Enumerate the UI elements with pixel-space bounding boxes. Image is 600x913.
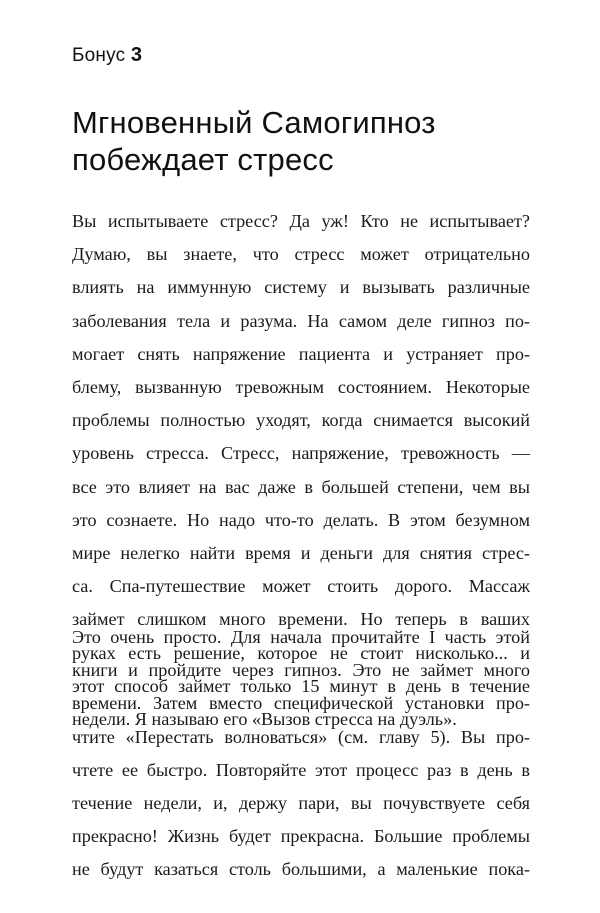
text-line: Вы испытываете стресс? Да уж! Кто не испытывает?	[72, 211, 530, 231]
paragraph-2	[72, 621, 530, 887]
text-line: чтите «Перестать волноваться» (см. главу 5). Вы про-	[72, 726, 530, 747]
text-line: блему, вызванную тревожным состоянием. Некоторые	[72, 377, 530, 398]
bonus-label: Бонус	[72, 45, 126, 66]
text-line: мире нелегко найти время и деньги для снятия стрес-	[72, 543, 530, 564]
text-line: влиять на иммунную систему и вызывать различные	[72, 277, 530, 298]
text-line: займет слишком много времени. Но теперь в ваших	[72, 609, 530, 630]
text-line: проблемы полностью уходят, когда снимается высокий	[72, 410, 530, 431]
title-line-2: побеждает стресс	[72, 142, 334, 177]
text-line: са. Спа-путешествие может стоить дорого. Массаж	[72, 576, 530, 597]
text-line: прекрасно! Жизнь будет прекрасна. Большие проблемы	[72, 826, 530, 847]
text-line: уровень стресса. Стресс, напряжение, тревожность —	[72, 443, 530, 464]
text-line: недели. Я называю его «Вызов стресса на дуэль».	[72, 709, 457, 730]
text-line: все это влияет на вас даже в большей степени, чем вы	[72, 476, 530, 497]
text-line: Это очень просто. Для начала прочитайте I часть этой	[72, 627, 530, 647]
bonus-number: 3	[130, 44, 143, 66]
text-line: этот способ займет только 15 минут в день в течение	[72, 675, 530, 696]
text-line: Думаю, вы знаете, что стресс может отрицательно	[72, 244, 530, 265]
text-line: времени. Затем вместо специфической установки про-	[72, 693, 530, 714]
title-line-1: Мгновенный Самогипноз	[72, 105, 436, 140]
text-line: чтете ее быстро. Повторяйте этот процесс раз в день в	[72, 759, 530, 780]
chapter-title	[72, 104, 542, 178]
text-line: заболевания тела и разума. На самом деле гипноз по-	[72, 310, 530, 331]
text-line: не будут казаться столь большими, а маленькие пока-	[72, 859, 530, 880]
text-line: это сознаете. Но надо что-то делать. В этом безумном	[72, 509, 530, 530]
text-line: книги и пройдите через гипноз. Это не займет много	[72, 660, 530, 681]
text-line: течение недели, и, держу пари, вы почувствуете себя	[72, 793, 530, 814]
text-line: могает снять напряжение пациента и устраняет про-	[72, 343, 530, 364]
section-label	[72, 44, 142, 67]
text-line: руках есть решение, которое не стоит нисколько... и	[72, 642, 530, 663]
